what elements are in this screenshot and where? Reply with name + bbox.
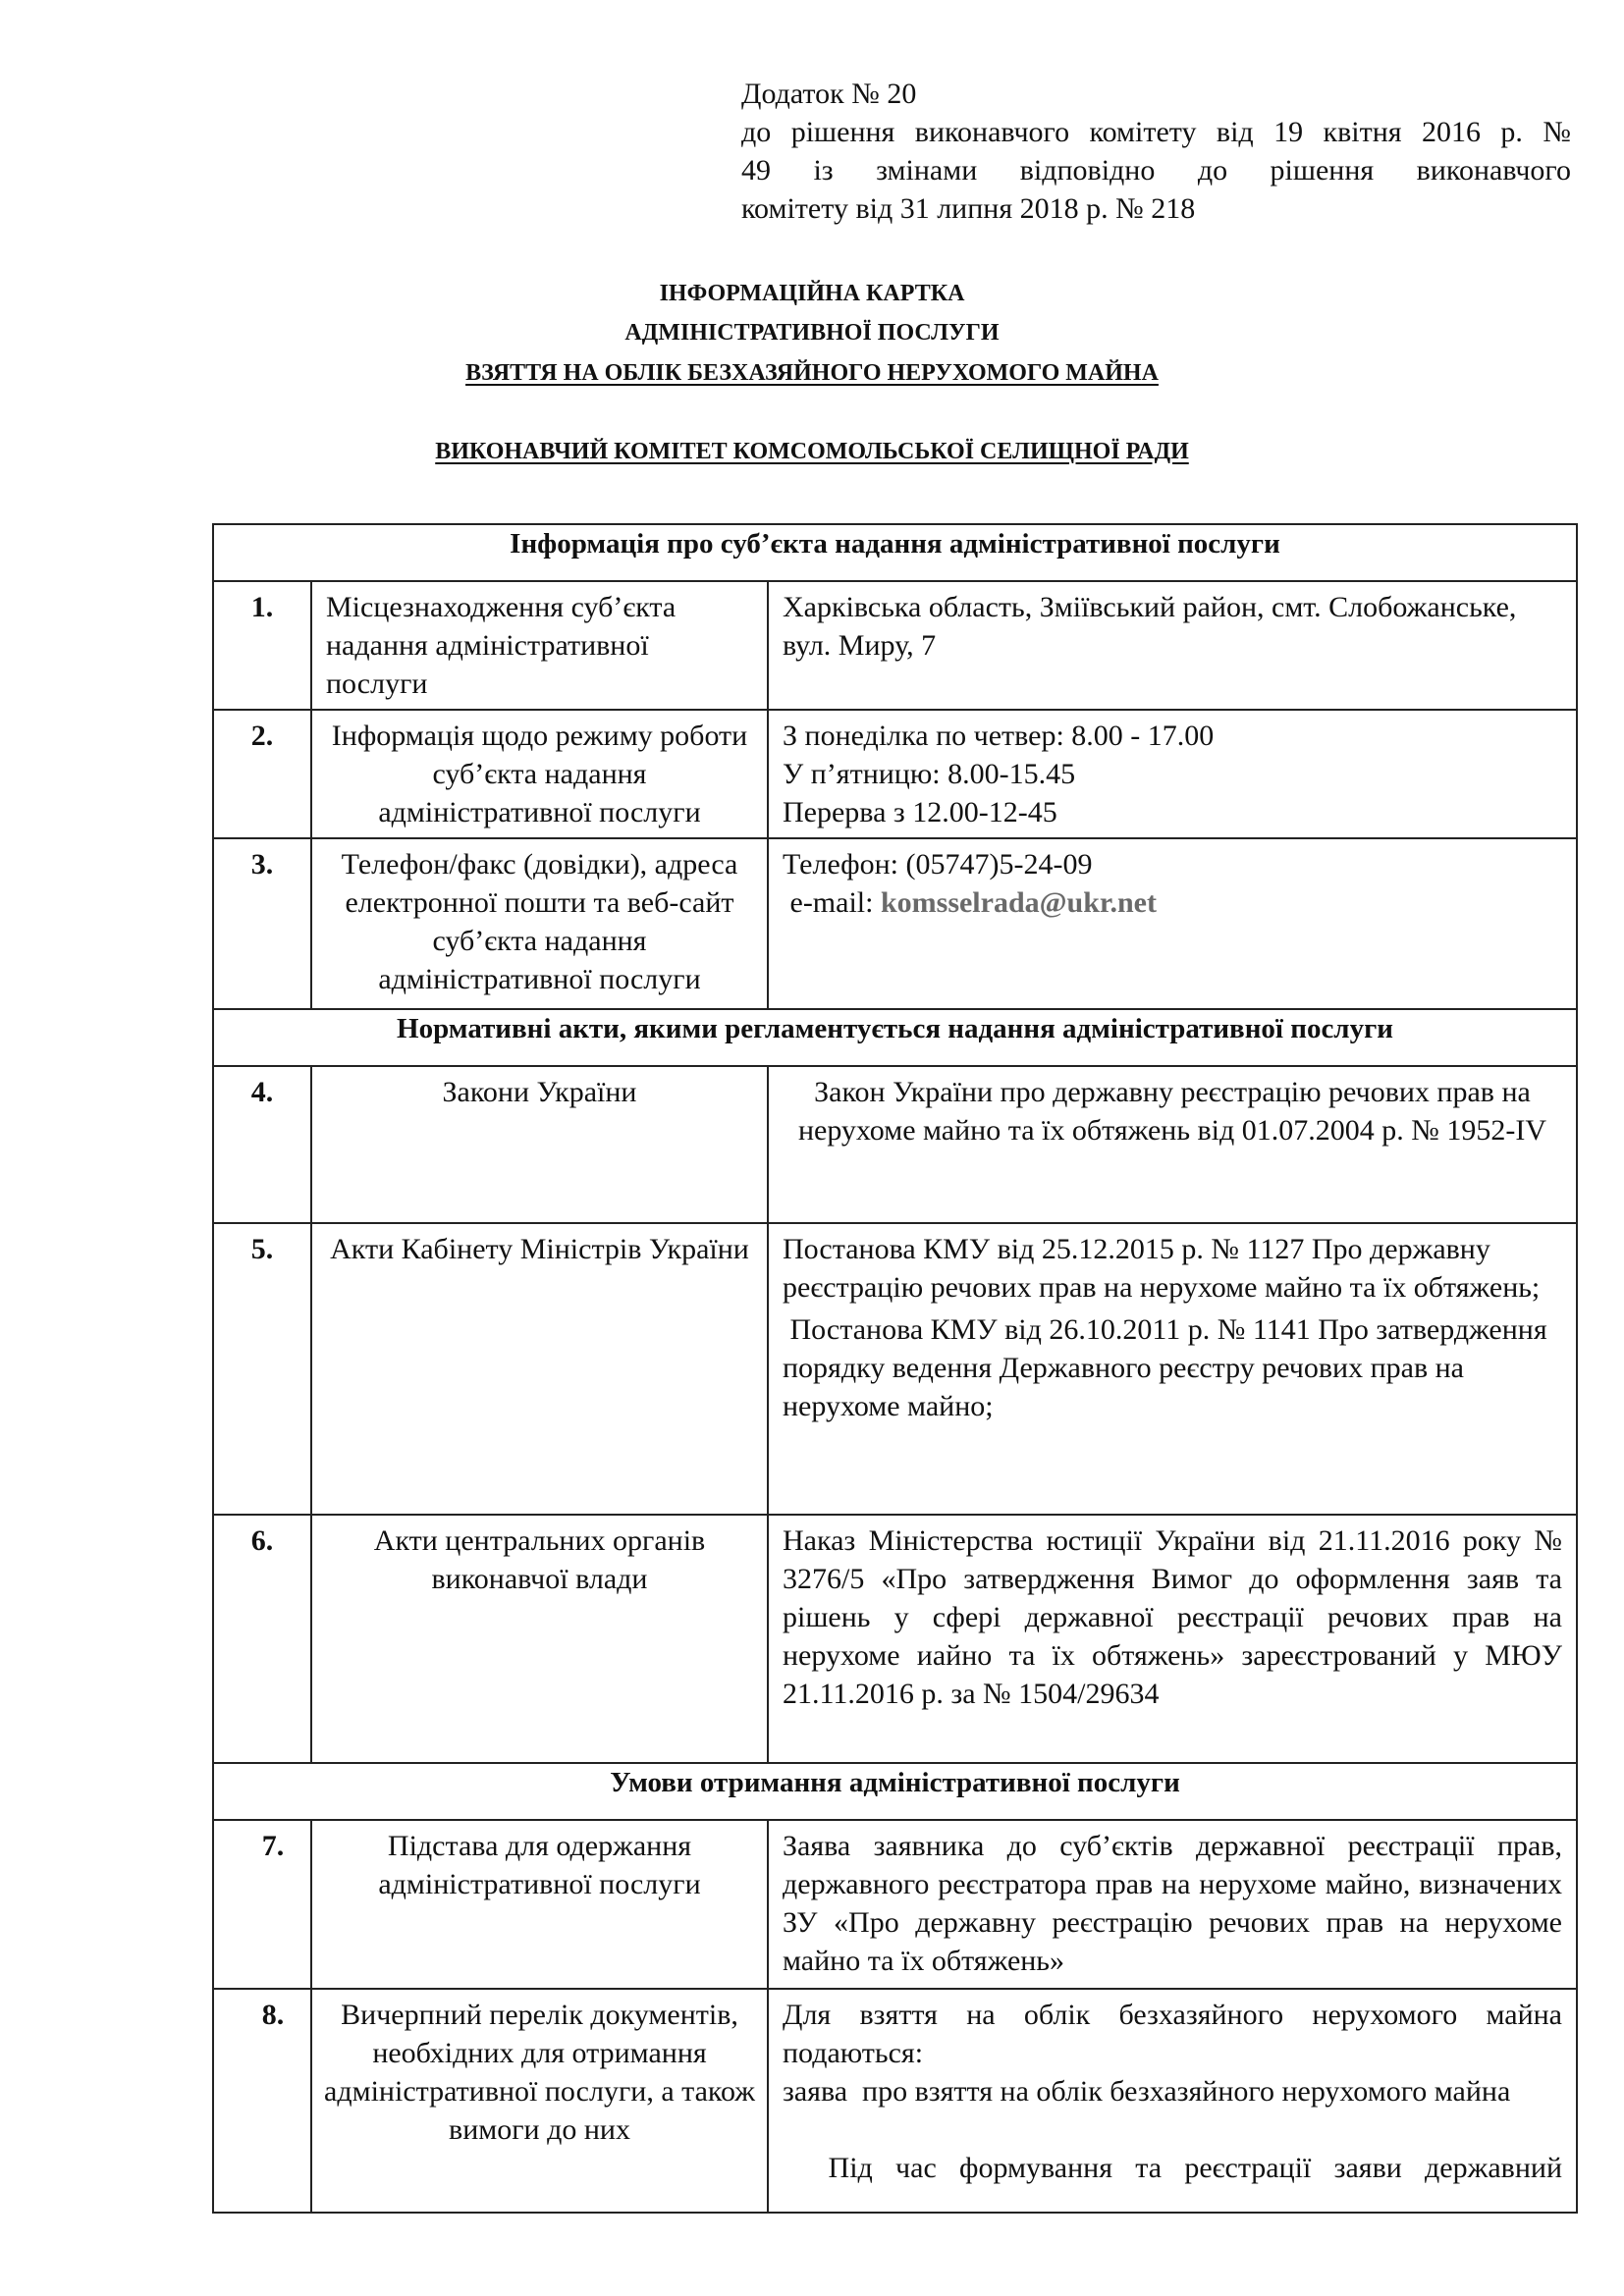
table-row — [213, 1989, 1577, 2213]
row-value: Харківська область, Зміївський район, смт. Слобожанське, вул. Миру, 7 — [768, 581, 1577, 710]
table-row — [213, 1223, 1577, 1515]
section-title-subject: Інформація про суб’єкта надання адміністративної послуги — [213, 524, 1577, 581]
appendix-line-2: до рішення виконавчого комітету від 19 квітня 2016 р. № — [741, 116, 1571, 148]
appendix-note — [741, 75, 1571, 228]
row-value — [768, 1989, 1577, 2213]
email-line — [783, 883, 1562, 922]
row-label: Акти Кабінету Міністрів України — [311, 1223, 768, 1515]
appendix-line-1: Додаток № 20 — [741, 78, 917, 110]
row-number: 4. — [213, 1066, 311, 1223]
info-card-table — [212, 523, 1578, 2214]
section-row-subject — [213, 524, 1577, 581]
row-number: 6. — [213, 1515, 311, 1763]
row-label: Місцезнаходження суб’єкта надання адміністративної послуги — [311, 581, 768, 710]
row-value: Заява заявника до суб’єктів державної реєстрації прав, державного реєстратора прав на нерухоме майно, визначених ЗУ «Про державну реєстрацію речових прав на нерухоме майно та їх обтяжень» — [768, 1820, 1577, 1989]
title-line-3: ВЗЯТТЯ НА ОБЛІК БЕЗХАЗЯЙНОГО НЕРУХОМОГО МАЙНА — [465, 360, 1159, 386]
row-value — [768, 1223, 1577, 1515]
section-row-conditions — [213, 1763, 1577, 1820]
row-number: 5. — [213, 1223, 311, 1515]
row-label: Вичерпний перелік документів, необхідних для отримання адміністративної послуги, а також вимоги до них — [311, 1989, 768, 2213]
appendix-line-3: 49 із змінами відповідно до рішення виконавчого — [741, 154, 1571, 187]
table-row — [213, 838, 1577, 1009]
section-title-conditions: Умови отримання адміністративної послуги — [213, 1763, 1577, 1820]
schedule-break: Перерва з 12.00-12-45 — [783, 796, 1057, 828]
row-number: 8. — [213, 1989, 311, 2213]
row-number: 2. — [213, 710, 311, 838]
documents-continuation: Під час формування та реєстрації заяви державний — [783, 2152, 1562, 2184]
row-number: 7. — [213, 1820, 311, 1989]
authority-title: ВИКОНАВЧИЙ КОМІТЕТ КОМСОМОЛЬСЬКОЇ СЕЛИЩНОЇ РАДИ — [435, 439, 1189, 464]
resolution-1127: Постанова КМУ від 25.12.2015 р. № 1127 Про державну реєстрацію речових прав на нерухоме майно та їх обтяжень; — [783, 1233, 1541, 1304]
title-line-2: АДМІНІСТРАТИВНОЇ ПОСЛУГИ — [624, 320, 1000, 346]
phone-text: Телефон: (05747)5-24-09 — [783, 848, 1093, 881]
email-link[interactable]: komsselrada@ukr.net — [880, 886, 1157, 919]
schedule-friday: У п’ятницю: 8.00-15.45 — [783, 758, 1076, 790]
section-title-acts: Нормативні акти, якими регламентується надання адміністративної послуги — [213, 1009, 1577, 1066]
table-row — [213, 1820, 1577, 1989]
email-label: e-mail: — [783, 886, 881, 919]
row-value — [768, 838, 1577, 1009]
table-row — [213, 581, 1577, 710]
table-row — [213, 710, 1577, 838]
row-label: Підстава для одержання адміністративної послуги — [311, 1820, 768, 1989]
row-label: Інформація щодо режиму роботи суб’єкта надання адміністративної послуги — [311, 710, 768, 838]
row-value: Наказ Міністерства юстиції України від 21.11.2016 року № 3276/5 «Про затвердження Вимог до оформлення заяв та рішень у сфері державної реєстрації речових прав на нерухоме иайно та їх обтяжень» зареєстрований у МЮУ 21.11.2016 р. за № 1504/29634 — [768, 1515, 1577, 1763]
resolution-1141: Постанова КМУ від 26.10.2011 р. № 1141 Про затвердження порядку ведення Державного реєстру речових прав на нерухоме майно; — [783, 1313, 1555, 1422]
section-row-acts — [213, 1009, 1577, 1066]
row-label: Телефон/факс (довідки), адреса електронної пошти та веб-сайт суб’єкта надання адміністративної послуги — [311, 838, 768, 1009]
row-label: Закони України — [311, 1066, 768, 1223]
row-label: Акти центральних органів виконавчої влади — [311, 1515, 768, 1763]
documents-application: заява про взяття на облік безхазяйного нерухомого майна — [783, 2075, 1511, 2108]
appendix-line-4: комітету від 31 липня 2018 р. № 218 — [741, 192, 1196, 225]
documents-intro: Для взяття на облік безхазяйного нерухомого майна подаються: — [783, 1999, 1562, 2069]
row-value — [768, 710, 1577, 838]
title-line-1: ІНФОРМАЦІЙНА КАРТКА — [659, 281, 965, 306]
row-number: 3. — [213, 838, 311, 1009]
table-row — [213, 1515, 1577, 1763]
row-number: 1. — [213, 581, 311, 710]
table-row — [213, 1066, 1577, 1223]
schedule-weekdays: З понеділка по четвер: 8.00 - 17.00 — [783, 720, 1215, 752]
row-value: Закон України про державну реєстрацію речових прав на нерухоме майно та їх обтяжень від 01.07.2004 р. № 1952-IV — [768, 1066, 1577, 1223]
